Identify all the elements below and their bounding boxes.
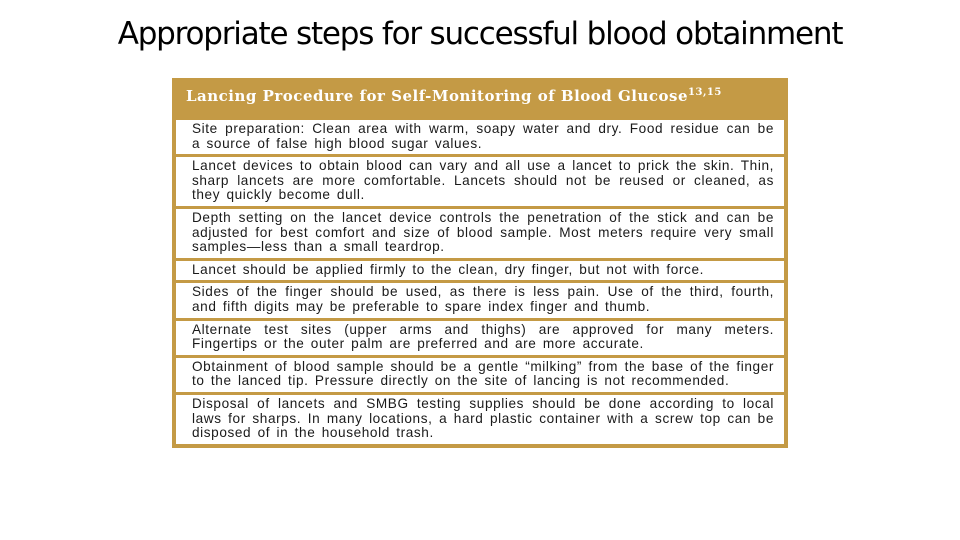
table-header xyxy=(176,82,784,120)
slide-title: Appropriate steps for successful blood obtainment xyxy=(117,16,843,52)
table-row: Alternate test sites (upper arms and thighs) are approved for many meters. Fingertips or the outer palm are preferred and are more accurate. xyxy=(176,321,784,355)
table-row: Sides of the finger should be used, as there is less pain. Use of the third, fourth, and fifth digits may be preferable to spare index finger and thumb. xyxy=(176,283,784,317)
table-row: Disposal of lancets and SMBG testing supplies should be done according to local laws for sharps. In many locations, a hard plastic container with a screw top can be disposed of in the household trash. xyxy=(176,395,784,444)
table-body xyxy=(176,120,784,444)
lancing-procedure-table xyxy=(172,78,788,448)
table-row: Depth setting on the lancet device controls the penetration of the stick and can be adjusted for best comfort and size of blood sample. Most meters require very small samples—less than a small teardrop. xyxy=(176,209,784,258)
table-header-superscript: 13,15 xyxy=(688,87,722,98)
table-row: Lancet should be applied firmly to the clean, dry finger, but not with force. xyxy=(176,261,784,281)
table-row: Site preparation: Clean area with warm, soapy water and dry. Food residue can be a source of false high blood sugar values. xyxy=(176,120,784,154)
table-row: Obtainment of blood sample should be a gentle “milking” from the base of the finger to the lanced tip. Pressure directly on the site of lancing is not recommended. xyxy=(176,358,784,392)
table-row: Lancet devices to obtain blood can vary and all use a lancet to prick the skin. Thin, sharp lancets are more comfortable. Lancets should not be reused or cleaned, as they quickly become dull. xyxy=(176,157,784,206)
table-header-text: Lancing Procedure for Self-Monitoring of Blood Glucose xyxy=(186,87,689,105)
